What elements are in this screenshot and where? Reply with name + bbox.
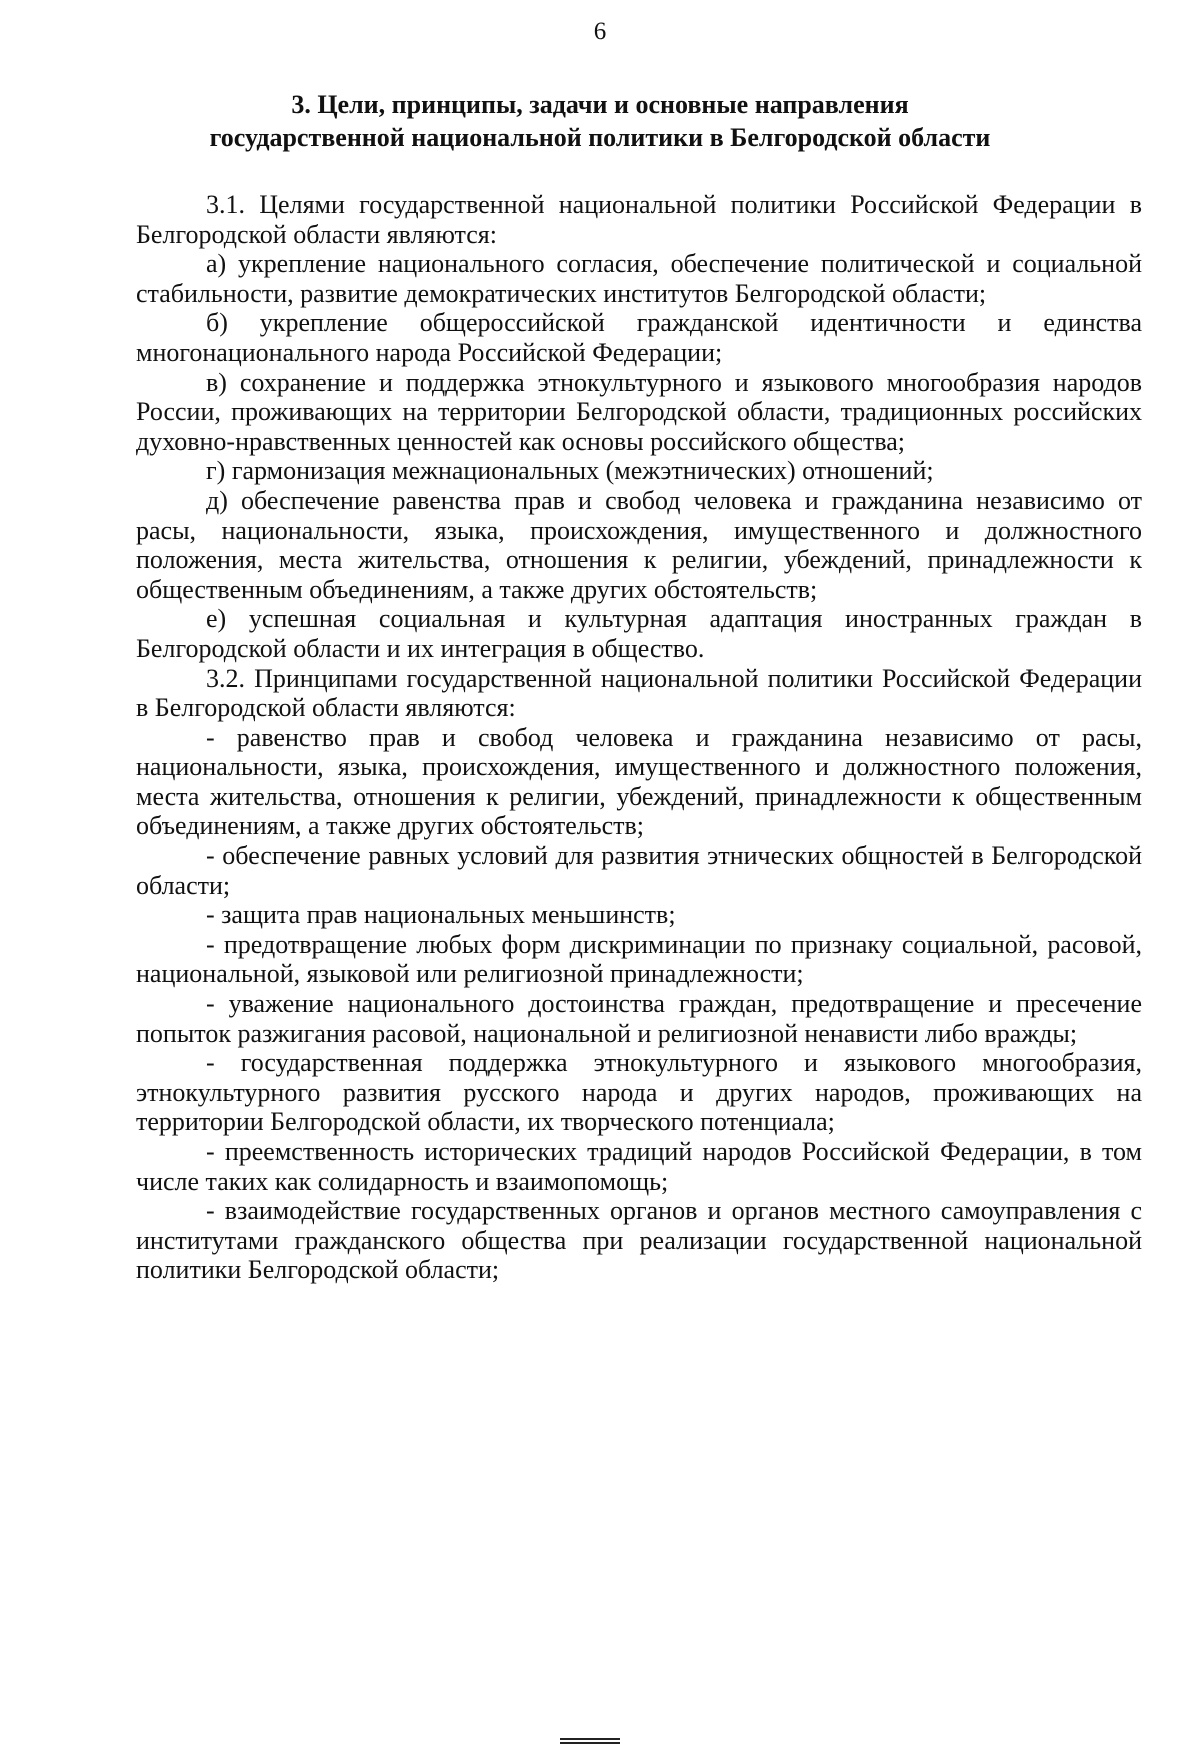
principle-item: - защита прав национальных меньшинств;: [206, 900, 676, 930]
principle-item: - взаимодействие государственных органов и органов местного самоуправления с институтами гражданского общества при реализации государственной национальной политики Белгородской области;: [136, 1196, 1142, 1285]
bottom-stamp-mark: [560, 1738, 620, 1748]
principle-item: - государственная поддержка этнокультурного и языкового многообразия, этнокультурного развития русского народа и других народов, проживающих на территории Белгородской области, их творческого потенциала;: [136, 1048, 1142, 1137]
section-heading-line-1: 3. Цели, принципы, задачи и основные направления: [291, 90, 909, 119]
principle-item: - равенство прав и свобод человека и гражданина независимо от расы, национальности, языка, происхождения, имущественного и должностного положения, места жительства, отношения к религии, убеждений, принадлежности к общественным объединениям, а также других обстоятельств;: [136, 722, 1142, 841]
paragraph-3-2: 3.2. Принципами государственной национальной политики Российской Федерации в Белгородской области являются:: [136, 663, 1142, 723]
goal-item-g: г) гармонизация межнациональных (межэтнических) отношений;: [206, 456, 934, 486]
goal-item-d: д) обеспечение равенства прав и свобод человека и гражданина независимо от расы, национальности, языка, происхождения, имущественного и должностного положения, места жительства, отношения к религии, убеждений, принадлежности к общественным объединениям, а также других обстоятельств;: [136, 485, 1142, 604]
paragraph-3-1: 3.1. Целями государственной национальной политики Российской Федерации в Белгородской области являются:: [136, 190, 1142, 249]
goal-item-v: в) сохранение и поддержка этнокультурного и языкового многообразия народов России, проживающих на территории Белгородской области, традиционных российских духовно-нравственных ценностей как основы российского общества;: [136, 367, 1142, 456]
goal-item-e: е) успешная социальная и культурная адаптация иностранных граждан в Белгородской области и их интеграция в общество.: [136, 604, 1142, 663]
goal-item-b: б) укрепление общероссийской гражданской идентичности и единства многонационального народа Российской Федерации;: [136, 308, 1142, 367]
principle-item: - предотвращение любых форм дискриминации по признаку социальной, расовой, национальной, языковой или религиозной принадлежности;: [136, 929, 1142, 989]
page-number: 6: [593, 18, 607, 45]
principle-item: - уважение национального достоинства граждан, предотвращение и пресечение попыток разжигания расовой, национальной и религиозной ненависти либо вражды;: [136, 989, 1142, 1048]
goal-item-a: а) укрепление национального согласия, обеспечение политической и социальной стабильности, развитие демократических институтов Белгородской области;: [136, 249, 1142, 308]
principle-item: - обеспечение равных условий для развития этнических общностей в Белгородской области;: [136, 841, 1142, 900]
section-heading: [0, 88, 1200, 154]
principle-item: - преемственность исторических традиций народов Российской Федерации, в том числе таких как солидарность и взаимопомощь;: [136, 1137, 1142, 1196]
section-heading-line-2: государственной национальной политики в Белгородской области: [209, 123, 991, 152]
document-body: [136, 190, 1142, 1285]
